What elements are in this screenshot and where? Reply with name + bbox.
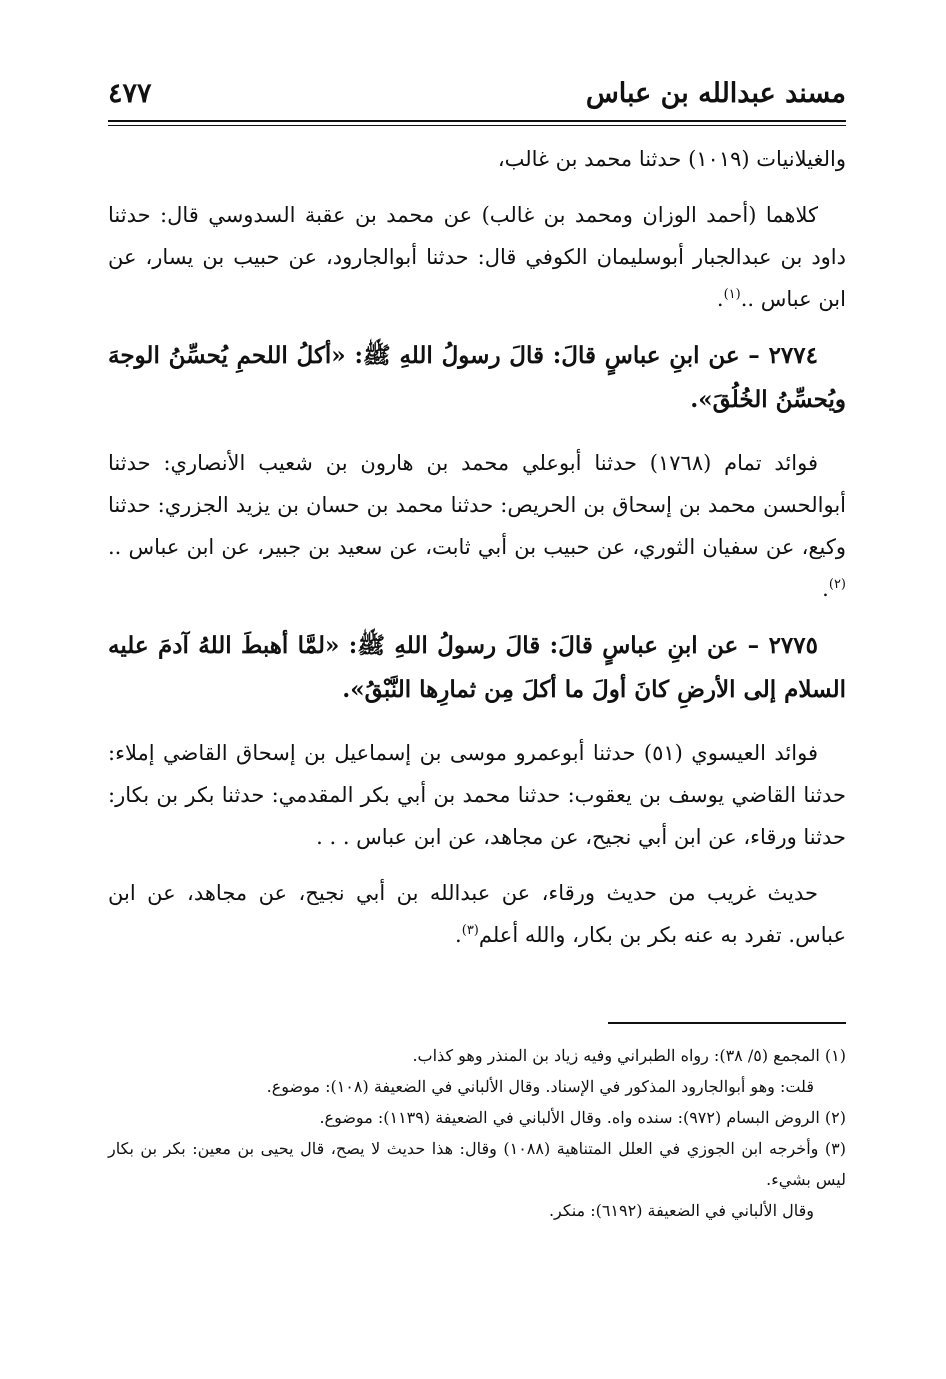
page-number: ٤٧٧ xyxy=(108,78,152,109)
paragraph-grading: حديث غريب من حديث ورقاء، عن عبدالله بن أبي نجيح، عن مجاهد، عن ابن عباس. تفرد به عنه بكر بن بكار، والله أعلم$^{(٣)}$. xyxy=(108,881,846,947)
footnote-3-continuation: وقال الألباني في الضعيفة (٦١٩٢): منكر. xyxy=(548,1201,814,1220)
main-text xyxy=(108,138,846,970)
footnote-ref-3[interactable]: (٣) xyxy=(461,923,479,938)
paragraph-chain-2775: فوائد العيسوي (٥١) حدثنا أبوعمرو موسى بن إسماعيل بن إسحاق القاضي إملاء: حدثنا القاضي يوسف بن يعقوب: حدثنا محمد بن أبي بكر المقدمي: حدثنا بكر بن بكار: حدثنا ورقاء، عن ابن أبي نجيح، عن مجاهد، عن ابن عباس . . . xyxy=(108,741,846,849)
footnote-ref-1[interactable]: (١) xyxy=(723,287,741,302)
header-title: مسند عبدالله بن عباس xyxy=(585,78,846,109)
paragraph-text: فوائد تمام (١٧٦٨) حدثنا أبوعلي محمد بن هارون بن شعيب الأنصاري: حدثنا أبوالحسن محمد بن إسحاق بن الحريص: حدثنا محمد بن حسان بن يزيد الجزري: حدثنا وكيع، عن سفيان الثوري، عن حبيب بن أبي ثابت، عن سعيد بن جبير، عن ابن عباس .. xyxy=(108,451,846,559)
paragraph-continuation: والغيلانيات (١٠١٩) حدثنا محمد بن غالب، xyxy=(497,147,846,171)
footnotes xyxy=(108,1040,846,1226)
hadith-2774: ٢٧٧٤ – عن ابنِ عباسٍ قالَ: قالَ رسولُ اللهِ ﷺ: «أكلُ اللحمِ يُحسِّنُ الوجهَ ويُحسِّنُ الخُلُقَ». xyxy=(108,342,846,413)
paragraph-chain-2773: كلاهما (أحمد الوزان ومحمد بن غالب) عن محمد بن عقبة السدوسي قال: حدثنا داود بن عبدالجبار أبوسليمان الكوفي قال: حدثنا أبوالجارود، عن حبيب بن يسار، عن ابن عباس ..$^{(١)}$. xyxy=(108,203,846,311)
footnote-3: (٣) وأخرجه ابن الجوزي في العلل المتناهية (١٠٨٨) وقال: هذا حديث لا يصح، قال يحيى بن معين: بكر بن بكار ليس بشيء. xyxy=(108,1139,846,1189)
footnote-1: (١) المجمع (٥/ ٣٨): رواه الطبراني وفيه زياد بن المنذر وهو كذاب. xyxy=(412,1046,846,1065)
footnote-divider xyxy=(608,1022,846,1024)
paragraph-text: حديث غريب من حديث ورقاء، عن عبدالله بن أبي نجيح، عن مجاهد، عن ابن عباس. تفرد به عنه بكر بن بكار، والله أعلم xyxy=(108,881,846,947)
footnote-1-continuation: قلت: وهو أبوالجارود المذكور في الإسناد. وقال الألباني في الضعيفة (١٠٨): موضوع. xyxy=(266,1077,814,1096)
footnote-2: (٢) الروض البسام (٩٧٢): سنده واه. وقال الألباني في الضعيفة (١١٣٩): موضوع. xyxy=(319,1108,846,1127)
running-header xyxy=(108,76,846,122)
hadith-2775: ٢٧٧٥ – عن ابنِ عباسٍ قالَ: قالَ رسولُ اللهِ ﷺ: «لمَّا أهبطَ اللهُ آدمَ عليه السلام إلى الأرضِ كانَ أولَ ما أكلَ مِن ثمارِها النَّبْقُ». xyxy=(108,632,846,703)
paragraph-chain-2774: فوائد تمام (١٧٦٨) حدثنا أبوعلي محمد بن هارون بن شعيب الأنصاري: حدثنا أبوالحسن محمد بن إسحاق بن الحريص: حدثنا محمد بن حسان بن يزيد الجزري: حدثنا وكيع، عن سفيان الثوري، عن حبيب بن أبي ثابت، عن سعيد بن جبير، عن ابن عباس ..$^{(٢)}$. xyxy=(108,451,846,601)
paragraph-text: كلاهما (أحمد الوزان ومحمد بن غالب) عن محمد بن عقبة السدوسي قال: حدثنا داود بن عبدالجبار أبوسليمان الكوفي قال: حدثنا أبوالجارود، عن حبيب بن يسار، عن ابن عباس .. xyxy=(108,203,846,311)
footnote-ref-2[interactable]: (٢) xyxy=(828,577,846,592)
